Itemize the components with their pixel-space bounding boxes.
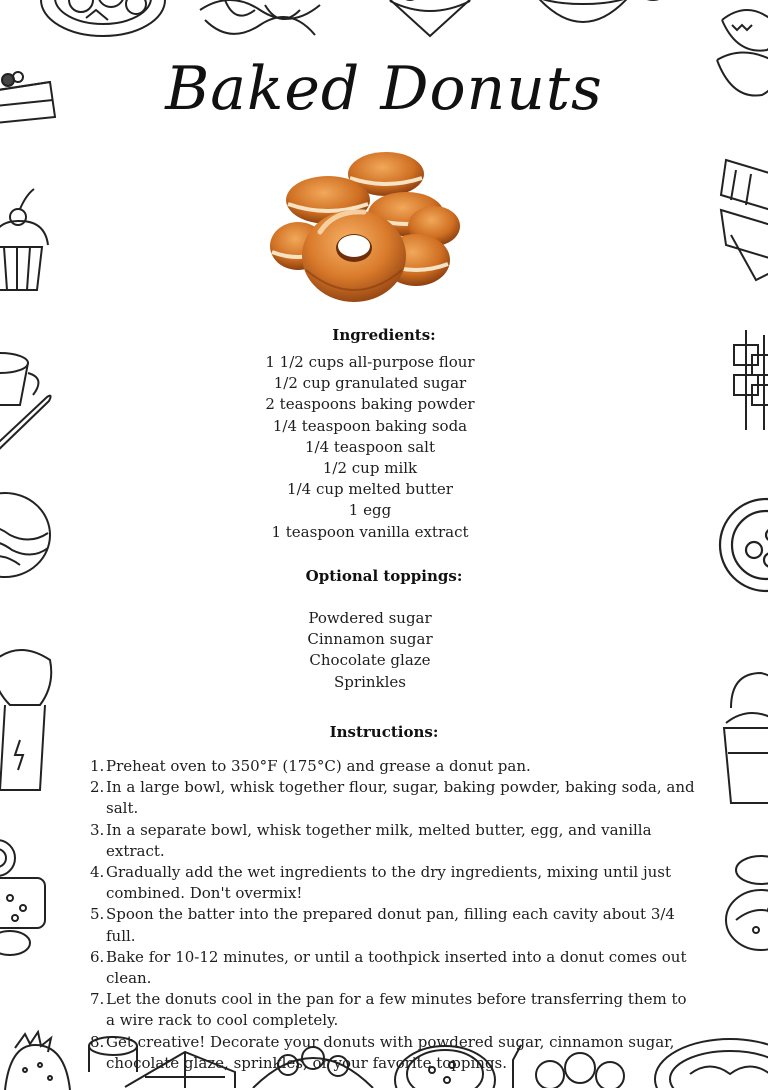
ingredient-item: 1/2 cup milk — [322, 459, 418, 478]
step-text: Gradually add the wet ingredients to the dry ingredients, mixing until just combined. Don't overmix! — [106, 863, 671, 903]
instruction-step — [90, 777, 700, 819]
instruction-step — [90, 1032, 700, 1074]
donut-stack-illustration — [266, 148, 466, 308]
toppings-list — [0, 608, 740, 693]
ingredient-item: 1 teaspoon vanilla extract — [271, 522, 469, 541]
instruction-step — [90, 756, 700, 777]
ingredient-item: 2 teaspoons baking powder — [265, 395, 475, 414]
ingredient-item: 1/4 cup melted butter — [287, 480, 453, 499]
recipe-title: Baked Donuts — [165, 54, 603, 124]
step-number: 7. — [90, 990, 105, 1009]
step-number: 2. — [90, 778, 105, 797]
ingredients-list — [0, 352, 740, 543]
instruction-step — [90, 820, 700, 862]
decor-top-wrapped-food — [370, 0, 490, 46]
step-text: Let the donuts cool in the pan for a few minutes before transferring them to a wire rack to cool completely. — [106, 990, 687, 1030]
decor-top-pastries — [195, 0, 325, 45]
step-text: Spoon the batter into the prepared donut pan, filling each cavity about 3/4 full. — [106, 905, 675, 945]
ingredient-item: 1/4 teaspoon salt — [304, 437, 435, 456]
decor-left-sushi-rolls — [0, 838, 65, 963]
decor-right-buns — [716, 850, 768, 990]
step-number: 3. — [90, 820, 105, 839]
decor-right-chocolate-bars — [716, 150, 768, 290]
decor-top-plate-cookies — [36, 0, 171, 45]
ingredient-item: 1 1/2 cups all-purpose flour — [265, 353, 475, 371]
toppings-heading: Optional toppings: — [305, 567, 463, 585]
step-text: Get creative! Decorate your donuts with powdered sugar, cinnamon sugar, chocolate glaze, sprinkles, or your favorite toppings. — [106, 1032, 675, 1072]
step-number: 1. — [90, 757, 105, 775]
step-text: In a separate bowl, whisk together milk, melted butter, egg, and vanilla extract. — [106, 820, 652, 860]
decor-top-bowl — [528, 0, 678, 47]
step-text: In a large bowl, whisk together flour, sugar, baking powder, baking soda, and salt. — [106, 778, 695, 818]
decor-bottom-strawberry — [0, 1030, 75, 1090]
step-number: 6. — [90, 947, 105, 966]
step-number: 4. — [90, 863, 105, 882]
topping-item: Chocolate glaze — [309, 651, 431, 670]
instruction-step — [90, 904, 700, 946]
instruction-step — [90, 862, 700, 904]
topping-item: Cinnamon sugar — [307, 630, 433, 649]
ingredient-item: 1 egg — [348, 501, 392, 520]
instructions-list — [90, 756, 700, 1074]
ingredients-heading: Ingredients: — [332, 326, 436, 344]
step-text: Bake for 10-12 minutes, or until a toothpick inserted into a donut comes out clean. — [106, 947, 687, 988]
instructions-heading: Instructions: — [329, 723, 439, 741]
topping-item: Powdered sugar — [308, 609, 432, 627]
instruction-step — [90, 989, 700, 1031]
instruction-step — [90, 947, 700, 989]
step-number: 5. — [90, 905, 105, 924]
step-number: 8. — [90, 1032, 105, 1051]
ingredient-item: 1/4 teaspoon baking soda — [272, 416, 468, 435]
decor-left-cupcake — [0, 185, 52, 295]
ingredient-item: 1/2 cup granulated sugar — [273, 374, 467, 393]
step-text: Preheat oven to 350°F (175°C) and grease a donut pan. — [106, 757, 531, 775]
topping-item: Sprinkles — [334, 672, 406, 691]
